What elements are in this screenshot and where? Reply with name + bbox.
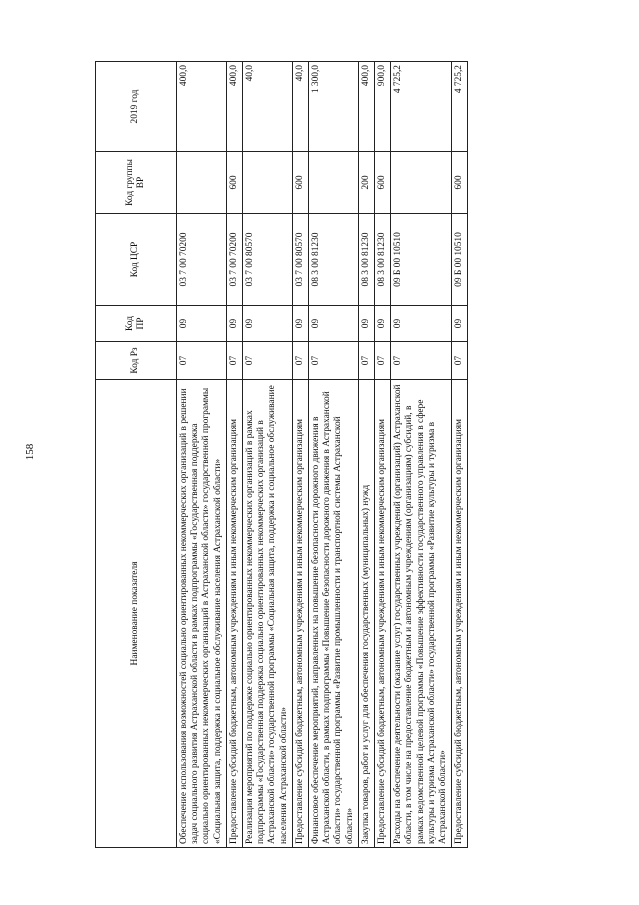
cell-rz: 07 — [309, 342, 359, 380]
cell-rz: 07 — [177, 342, 227, 380]
cell-pr: 09 — [391, 306, 452, 342]
cell-vr: 600 — [226, 152, 242, 214]
cell-name: Обеспечение использования возможностей социально ориентированных некоммерческих организаций в решении задач социального развития Астраханской области в рамках подпрограммы «Государственная поддержка социально ориентированных некоммерческих организаций в Астраханской области» государственной программы «Социальная защита, поддержка и социальное обслуживание населения Астраханской области» — [177, 380, 227, 848]
table-row — [177, 62, 227, 848]
cell-rz: 07 — [243, 342, 293, 380]
cell-amount: 40,0 — [292, 62, 308, 152]
table-row — [452, 62, 468, 848]
cell-amount: 400,0 — [226, 62, 242, 152]
cell-rz: 07 — [226, 342, 242, 380]
table-row — [292, 62, 308, 848]
cell-pr: 09 — [226, 306, 242, 342]
cell-amount: 900,0 — [375, 62, 391, 152]
cell-vr: 200 — [358, 152, 374, 214]
budget-table — [95, 61, 468, 848]
cell-csr: 08 3 00 81230 — [358, 214, 374, 306]
table-row — [391, 62, 452, 848]
cell-rz: 07 — [452, 342, 468, 380]
cell-csr: 03 7 00 80570 — [243, 214, 293, 306]
header-year: 2019 год — [96, 62, 177, 152]
cell-name: Предоставление субсидий бюджетным, автономным учреждениям и иным некоммерческим организациям — [226, 380, 242, 848]
cell-name: Реализация мероприятий по поддержке социально ориентированных некоммерческих организаций в рамках подпрограммы «Государственная поддержка социально ориентированных некоммерческих организаций в Астраханской области» государственной программы «Социальная защита, поддержка и социальное обслуживание населения Астраханской области» — [243, 380, 293, 848]
cell-name: Расходы на обеспечение деятельности (оказание услуг) государственных учреждений (организаций) Астраханской области, в том числе на предоставление бюджетным и автономным учреждениям (организациям) субсидий, в рамках ведомственной целевой программы «Повышение эффективности государственного управления в сфере культуры и туризма Астраханской области» государственной программы «Развитие культуры и туризма в Астраханской области» — [391, 380, 452, 848]
cell-pr: 09 — [452, 306, 468, 342]
cell-rz: 07 — [375, 342, 391, 380]
cell-csr: 09 Б 00 10510 — [391, 214, 452, 306]
cell-pr: 09 — [358, 306, 374, 342]
cell-csr: 08 3 00 81230 — [375, 214, 391, 306]
cell-csr: 08 3 00 81230 — [309, 214, 359, 306]
cell-pr: 09 — [243, 306, 293, 342]
cell-vr: 600 — [292, 152, 308, 214]
cell-vr — [177, 152, 227, 214]
cell-pr: 09 — [375, 306, 391, 342]
cell-vr — [243, 152, 293, 214]
cell-vr: 600 — [452, 152, 468, 214]
header-csr: Код ЦСР — [96, 214, 177, 306]
header-pr: Код ПР — [96, 306, 177, 342]
cell-name: Предоставление субсидий бюджетным, автономным учреждениям и иным некоммерческим организациям — [452, 380, 468, 848]
header-vr: Код группы ВР — [96, 152, 177, 214]
cell-name: Финансовое обеспечение мероприятий, направленных на повышение безопасности дорожного движения в Астраханской области, в рамках подпрограммы «Повышение безопасности дорожного движения в Астраханской области» государственной программы «Развитие промышленности и транспортной системы Астраханской области» — [309, 380, 359, 848]
cell-vr: 600 — [375, 152, 391, 214]
table-row — [375, 62, 391, 848]
table-row — [358, 62, 374, 848]
cell-pr: 09 — [292, 306, 308, 342]
cell-vr — [309, 152, 359, 214]
table-row — [309, 62, 359, 848]
header-name: Наименование показателя — [96, 380, 177, 848]
cell-rz: 07 — [391, 342, 452, 380]
cell-csr: 03 7 00 70200 — [226, 214, 242, 306]
cell-pr: 09 — [309, 306, 359, 342]
table-row — [243, 62, 293, 848]
cell-amount: 400,0 — [177, 62, 227, 152]
cell-name: Предоставление субсидий бюджетным, автономным учреждениям и иным некоммерческим организациям — [375, 380, 391, 848]
cell-csr: 03 7 00 80570 — [292, 214, 308, 306]
cell-rz: 07 — [292, 342, 308, 380]
header-rz: Код Рз — [96, 342, 177, 380]
cell-amount: 1 300,0 — [309, 62, 359, 152]
table-row — [226, 62, 242, 848]
cell-amount: 4 725,2 — [391, 62, 452, 152]
cell-name: Закупка товаров, работ и услуг для обеспечения государственных (муниципальных) нужд — [358, 380, 374, 848]
table-header-row — [96, 62, 177, 848]
cell-amount: 4 725,2 — [452, 62, 468, 152]
cell-name: Предоставление субсидий бюджетным, автономным учреждениям и иным некоммерческим организациям — [292, 380, 308, 848]
rotated-table-container — [95, 62, 605, 848]
cell-rz: 07 — [358, 342, 374, 380]
cell-csr: 09 Б 00 10510 — [452, 214, 468, 306]
cell-amount: 400,0 — [358, 62, 374, 152]
cell-vr — [391, 152, 452, 214]
cell-pr: 09 — [177, 306, 227, 342]
cell-csr: 03 7 00 70200 — [177, 214, 227, 306]
page-number: 158 — [24, 443, 36, 461]
cell-amount: 40,0 — [243, 62, 293, 152]
